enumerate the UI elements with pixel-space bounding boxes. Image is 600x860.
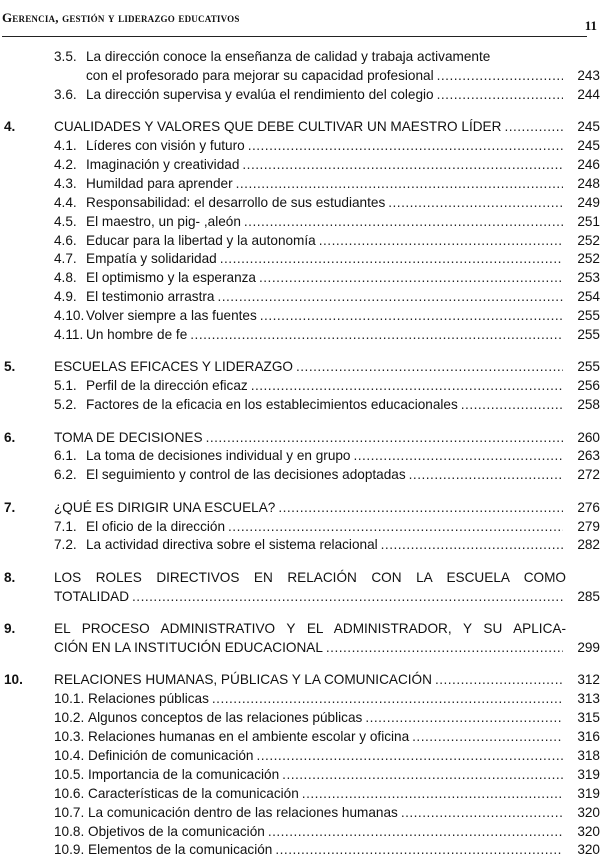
chapter-title: CUALIDADES Y VALORES QUE DEBE CULTIVAR UN MAESTRO LÍDER bbox=[54, 119, 502, 135]
entry-number: 6.2. bbox=[54, 467, 77, 483]
toc-entry-4-5 bbox=[0, 213, 600, 232]
entry-number: 10.4. bbox=[54, 748, 85, 763]
entry-number: 7.1. bbox=[54, 518, 77, 534]
chapter-number: 5. bbox=[4, 359, 16, 375]
toc-entry-10-2 bbox=[0, 709, 600, 728]
entry-title: La dirección supervisa y evalúa el rendimiento del colegio bbox=[86, 86, 434, 102]
entry-number: 10.1. bbox=[54, 691, 85, 707]
toc-chapter-7 bbox=[0, 499, 600, 518]
entry-page: 320 bbox=[577, 804, 600, 820]
entry-title: La actividad directiva sobre el sistema relacional bbox=[86, 537, 378, 553]
entry-leader bbox=[86, 269, 566, 288]
entry-title: Importancia de la comunicación bbox=[88, 766, 280, 782]
entry-page: 316 bbox=[577, 729, 600, 745]
entry-page: 319 bbox=[577, 785, 600, 801]
toc-entry-3-5-cont bbox=[0, 67, 600, 86]
entry-page: 256 bbox=[577, 378, 600, 394]
toc-entry-4-3 bbox=[0, 175, 600, 194]
entry-leader bbox=[88, 804, 566, 823]
entry-page: 319 bbox=[577, 766, 600, 782]
entry-leader bbox=[54, 588, 566, 607]
entry-title: Relaciones humanas en el ambiente escolar y oficina bbox=[88, 729, 410, 745]
entry-number: 4.10. bbox=[54, 308, 85, 324]
toc-entry-4-7 bbox=[0, 250, 600, 269]
entry-leader bbox=[54, 639, 566, 658]
entry-page: 320 bbox=[577, 842, 600, 858]
toc-entry-6-2 bbox=[0, 466, 600, 485]
toc-entry-5-2 bbox=[0, 396, 600, 415]
toc-chapter-10 bbox=[0, 671, 600, 690]
entry-leader bbox=[86, 232, 566, 251]
entry-leader bbox=[54, 429, 566, 448]
toc-entry-5-1 bbox=[0, 377, 600, 396]
entry-title: Humildad para aprender bbox=[86, 175, 233, 191]
entry-leader bbox=[86, 466, 566, 485]
entry-number: 10.8. bbox=[54, 823, 85, 839]
entry-page: 255 bbox=[577, 308, 600, 324]
chapter-number: 7. bbox=[4, 499, 16, 515]
entry-page: 285 bbox=[577, 588, 600, 604]
entry-leader bbox=[54, 118, 566, 137]
chapter-title: RELACIONES HUMANAS, PÚBLICAS Y LA COMUNICACIÓN bbox=[54, 672, 432, 688]
entry-number: 7.2. bbox=[54, 537, 77, 553]
entry-title: El seguimiento y control de las decisiones adoptadas bbox=[86, 467, 406, 483]
toc-entry-10-3 bbox=[0, 728, 600, 747]
entry-leader bbox=[86, 67, 566, 86]
chapter-number: 4. bbox=[4, 119, 16, 135]
chapter-title: ¿QUÉ ES DIRIGIR UNA ESCUELA? bbox=[54, 499, 276, 515]
toc-entry-10-9 bbox=[0, 841, 600, 860]
entry-leader bbox=[86, 518, 566, 537]
entry-number: 4.11. bbox=[54, 326, 84, 342]
entry-page: 255 bbox=[577, 326, 600, 342]
entry-leader bbox=[54, 499, 566, 518]
entry-number: 4.1. bbox=[54, 138, 77, 154]
entry-page: 318 bbox=[577, 748, 600, 763]
entry-leader bbox=[88, 766, 566, 785]
entry-number: 5.2. bbox=[54, 397, 77, 413]
entry-page: 255 bbox=[577, 359, 600, 375]
entry-title: Educar para la libertad y la autonomía bbox=[86, 232, 316, 248]
entry-title: Perfil de la dirección eficaz bbox=[86, 378, 248, 394]
entry-title: El oficio de la dirección bbox=[86, 518, 226, 534]
toc-entry-10-4 bbox=[0, 747, 600, 766]
entry-number: 6.1. bbox=[54, 448, 77, 464]
entry-leader bbox=[86, 86, 566, 105]
chapter-title-line2: CIÓN EN LA INSTITUCIÓN EDUCACIONAL bbox=[54, 640, 323, 656]
entry-page: 263 bbox=[577, 448, 600, 464]
table-of-contents bbox=[0, 48, 600, 860]
toc-entry-10-1 bbox=[0, 690, 600, 709]
entry-title: Objetivos de la comunicación bbox=[88, 823, 265, 839]
page-number: 11 bbox=[584, 18, 597, 33]
entry-leader bbox=[88, 841, 566, 860]
entry-title: Un hombre de fe bbox=[86, 326, 188, 342]
entry-title: Definición de comunicación bbox=[88, 748, 254, 763]
entry-leader bbox=[86, 175, 566, 194]
toc-entry-10-6 bbox=[0, 785, 600, 804]
entry-leader bbox=[86, 194, 566, 213]
toc-chapter-5 bbox=[0, 358, 600, 377]
entry-number: 4.3. bbox=[54, 175, 77, 191]
entry-number: 4.9. bbox=[54, 289, 77, 305]
chapter-title-line1: EL PROCESO ADMINISTRATIVO Y EL ADMINISTRADOR, Y SU APLICA- bbox=[54, 621, 566, 637]
entry-title-line2: con el profesorado para mejorar su capacidad profesional bbox=[86, 67, 434, 83]
toc-chapter-8-cont bbox=[0, 588, 600, 607]
toc-entry-4-10 bbox=[0, 307, 600, 326]
chapter-number: 6. bbox=[4, 429, 16, 445]
entry-title: Relaciones públicas bbox=[88, 691, 209, 707]
entry-title: La comunicación dentro de las relaciones humanas bbox=[88, 804, 398, 820]
entry-number: 10.2. bbox=[54, 710, 85, 726]
toc-entry-10-8 bbox=[0, 823, 600, 842]
entry-leader bbox=[86, 250, 566, 269]
entry-leader bbox=[88, 785, 566, 804]
entry-leader bbox=[86, 377, 566, 396]
entry-number: 4.6. bbox=[54, 232, 77, 248]
entry-title: La toma de decisiones individual y en grupo bbox=[86, 448, 351, 464]
entry-leader bbox=[86, 536, 566, 555]
entry-number: 3.6. bbox=[54, 86, 77, 102]
entry-page: 253 bbox=[577, 270, 600, 286]
entry-number: 4.7. bbox=[54, 251, 77, 267]
entry-page: 315 bbox=[577, 710, 600, 726]
entry-leader bbox=[54, 358, 566, 377]
toc-entry-7-1 bbox=[0, 518, 600, 537]
toc-chapter-4 bbox=[0, 118, 600, 137]
entry-number: 4.4. bbox=[54, 194, 77, 210]
toc-chapter-9 bbox=[0, 620, 600, 639]
toc-chapter-9-cont bbox=[0, 639, 600, 658]
chapter-title-line1: LOS ROLES DIRECTIVOS EN RELACIÓN CON LA ESCUELA COMO bbox=[54, 569, 566, 585]
chapter-number: 8. bbox=[4, 569, 16, 585]
entry-title: Imaginación y creatividad bbox=[86, 156, 240, 172]
entry-page: 243 bbox=[577, 67, 600, 83]
entry-page: 254 bbox=[577, 289, 600, 305]
entry-title: Líderes con visión y futuro bbox=[86, 138, 245, 154]
toc-entry-10-5 bbox=[0, 766, 600, 785]
toc-entry-4-1 bbox=[0, 137, 600, 156]
entry-leader bbox=[88, 709, 566, 728]
entry-page: 251 bbox=[577, 213, 600, 229]
toc-entry-7-2 bbox=[0, 536, 600, 555]
chapter-number: 9. bbox=[4, 621, 16, 637]
entry-leader bbox=[86, 307, 566, 326]
chapter-title: TOMA DE DECISIONES bbox=[54, 429, 203, 445]
entry-page: 313 bbox=[577, 691, 600, 707]
chapter-title: ESCUELAS EFICACES Y LIDERAZGO bbox=[54, 359, 293, 375]
entry-number: 3.5. bbox=[54, 49, 77, 64]
toc-entry-10-7 bbox=[0, 804, 600, 823]
entry-number: 10.5. bbox=[54, 766, 85, 782]
entry-title: El optimismo y la esperanza bbox=[86, 270, 256, 286]
entry-leader bbox=[86, 213, 566, 232]
entry-page: 245 bbox=[577, 119, 600, 135]
entry-page: 260 bbox=[577, 429, 600, 445]
toc-entry-4-2 bbox=[0, 156, 600, 175]
entry-page: 244 bbox=[577, 86, 600, 102]
entry-leader bbox=[86, 396, 566, 415]
entry-page: 320 bbox=[577, 823, 600, 839]
entry-title: Algunos conceptos de las relaciones públicas bbox=[88, 710, 363, 726]
toc-entry-4-4 bbox=[0, 194, 600, 213]
toc-entry-3-6 bbox=[0, 86, 600, 105]
toc-entry-4-9 bbox=[0, 288, 600, 307]
entry-number: 5.1. bbox=[54, 378, 77, 394]
entry-leader bbox=[86, 288, 566, 307]
entry-number: 10.3. bbox=[54, 729, 85, 745]
entry-leader bbox=[88, 747, 566, 766]
chapter-number: 10. bbox=[4, 672, 23, 688]
entry-page: 272 bbox=[577, 467, 600, 483]
entry-title-line1: La dirección conoce la enseñanza de calidad y trabaja activamente bbox=[86, 49, 491, 64]
entry-number: 4.2. bbox=[54, 156, 77, 172]
entry-title: Elementos de la comunicación bbox=[88, 842, 273, 858]
entry-title: El testimonio arrastra bbox=[86, 289, 215, 305]
entry-leader bbox=[88, 823, 566, 842]
entry-title: Factores de la eficacia en los establecimientos educacionales bbox=[86, 397, 458, 413]
entry-page: 276 bbox=[577, 499, 600, 515]
entry-page: 279 bbox=[577, 518, 600, 534]
toc-entry-4-6 bbox=[0, 232, 600, 251]
entry-leader bbox=[86, 447, 566, 466]
entry-page: 252 bbox=[577, 251, 600, 267]
entry-number: 10.6. bbox=[54, 785, 85, 801]
entry-title: Características de la comunicación bbox=[88, 785, 299, 801]
entry-page: 246 bbox=[577, 156, 600, 172]
entry-page: 258 bbox=[577, 397, 600, 413]
entry-leader bbox=[86, 137, 566, 156]
toc-entry-4-11 bbox=[0, 326, 600, 345]
entry-title: El maestro, un pig- ,aleón bbox=[86, 213, 241, 229]
chapter-title-line2: TOTALIDAD bbox=[54, 588, 130, 604]
entry-page: 248 bbox=[577, 175, 600, 191]
running-head: Gerencia, gestión y liderazgo educativos bbox=[2, 10, 240, 25]
toc-entry-4-8 bbox=[0, 269, 600, 288]
toc-chapter-6 bbox=[0, 429, 600, 448]
toc-chapter-8 bbox=[0, 569, 600, 588]
entry-page: 299 bbox=[577, 640, 600, 656]
entry-leader bbox=[88, 728, 566, 747]
toc-entry-6-1 bbox=[0, 447, 600, 466]
entry-number: 10.7. bbox=[54, 804, 85, 820]
entry-page: 252 bbox=[577, 232, 600, 248]
entry-page: 312 bbox=[577, 672, 600, 688]
entry-number: 10.9. bbox=[54, 842, 85, 858]
entry-page: 249 bbox=[577, 194, 600, 210]
entry-number: 4.5. bbox=[54, 213, 77, 229]
entry-title: Volver siempre a las fuentes bbox=[86, 308, 257, 324]
toc-entry-3-5 bbox=[0, 48, 600, 67]
entry-leader bbox=[86, 156, 566, 175]
entry-title: Empatía y solidaridad bbox=[86, 251, 217, 267]
page-header bbox=[2, 6, 597, 37]
entry-leader bbox=[54, 671, 566, 690]
entry-title: Responsabilidad: el desarrollo de sus estudiantes bbox=[86, 194, 386, 210]
entry-page: 282 bbox=[577, 537, 600, 553]
entry-leader bbox=[86, 326, 566, 345]
entry-page: 245 bbox=[577, 138, 600, 154]
entry-leader bbox=[88, 690, 566, 709]
entry-number: 4.8. bbox=[54, 270, 77, 286]
